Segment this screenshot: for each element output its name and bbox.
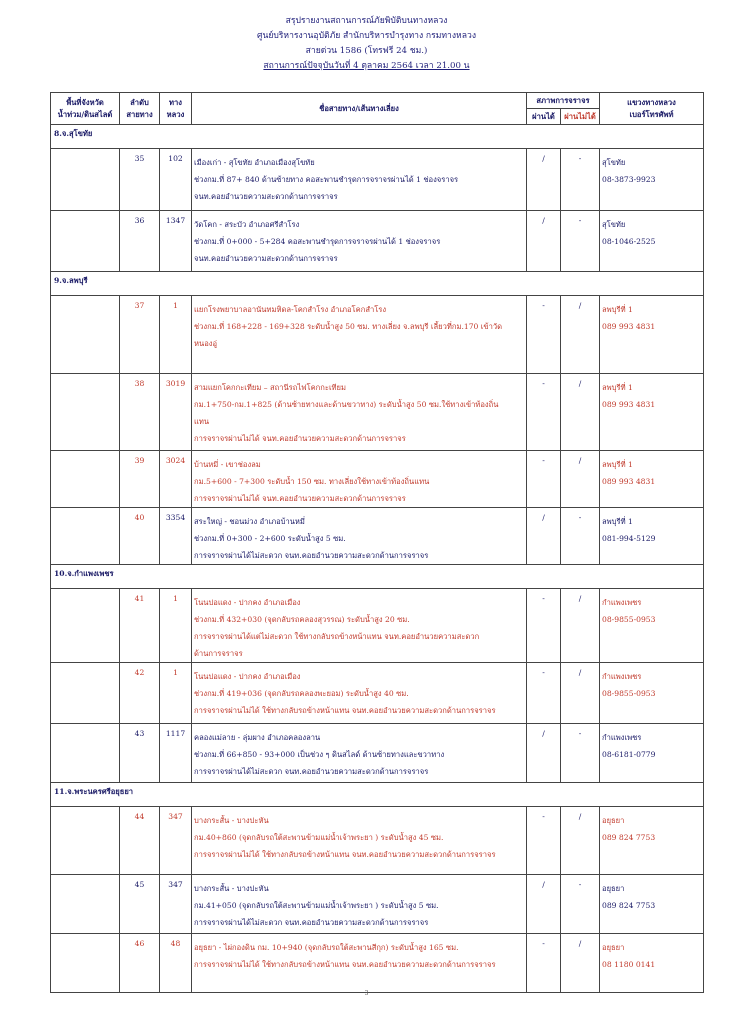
phone-number: 089 993 4831 xyxy=(602,477,656,486)
route-line: กม.1+750-กม.1+825 (ด้านซ้ายทางและด้านขวาทาง) ระดับน้ำสูง 50 ซม.ใช้ทางเข้าท้องถิ่น xyxy=(194,400,499,409)
highway-number: 48 xyxy=(160,934,192,993)
route-line: บางกระสั้น - บางปะหัน xyxy=(194,816,269,825)
highway-office: ลพบุรีที่ 1 xyxy=(602,517,633,526)
contact-cell xyxy=(600,508,704,565)
route-description xyxy=(192,934,527,993)
phone-number: 089 824 7753 xyxy=(602,901,656,910)
area-cell xyxy=(51,374,120,451)
status-pass: / xyxy=(527,875,561,934)
highway-office: กำแพงเพชร xyxy=(602,598,642,607)
phone-number: 089 993 4831 xyxy=(602,322,656,331)
route-description xyxy=(192,663,527,724)
table-row xyxy=(51,934,704,993)
area-cell xyxy=(51,451,120,508)
highway-office: ลพบุรีที่ 1 xyxy=(602,460,633,469)
route-line: บางกระสั้น - บางปะหัน xyxy=(194,884,269,893)
col-num: ลำดับ สายทาง xyxy=(120,93,160,125)
contact-cell xyxy=(600,934,704,993)
row-number: 41 xyxy=(120,589,160,663)
status-nopass: / xyxy=(561,589,600,663)
table-row xyxy=(51,451,704,508)
highway-number: 3024 xyxy=(160,451,192,508)
col-route: ชื่อสายทาง/เส้นทางเลี่ยง xyxy=(192,93,527,125)
route-line: การจราจรผ่านได้ไม่สะดวก จนท.คอยอำนวยความสะดวกด้านการจราจร xyxy=(194,767,429,776)
status-pass: / xyxy=(527,149,561,211)
status-pass: - xyxy=(527,934,561,993)
situation-table xyxy=(50,92,704,993)
highway-number: 1347 xyxy=(160,211,192,272)
row-number: 40 xyxy=(120,508,160,565)
route-description xyxy=(192,374,527,451)
table-row xyxy=(51,296,704,374)
col-status: สภาพการจราจร xyxy=(527,93,600,109)
contact-cell xyxy=(600,875,704,934)
table-row xyxy=(51,149,704,211)
phone-number: 08-9855-0953 xyxy=(602,615,656,624)
contact-cell xyxy=(600,589,704,663)
route-description xyxy=(192,149,527,211)
route-line: แยกโรงพยาบาลอานันทมหิดล-โคกสำโรง อำเภอโคกสำโรง xyxy=(194,305,387,314)
route-line: จนท.คอยอำนวยความสะดวกด้านการจราจร xyxy=(194,192,338,201)
status-nopass: - xyxy=(561,149,600,211)
status-pass: / xyxy=(527,211,561,272)
table-row xyxy=(51,724,704,783)
row-number: 43 xyxy=(120,724,160,783)
route-description xyxy=(192,807,527,875)
route-line: ช่วงกม.ที่ 87+ 840 ด้านซ้ายทาง คอสะพานชำรุดการจราจรผ่านได้ 1 ช่องจราจร xyxy=(194,175,459,184)
col-contact: แขวงทางหลวง เบอร์โทรศัพท์ xyxy=(600,93,704,125)
route-line: การจราจรผ่านได้แต่ไม่สะดวก ใช้ทางกลับรถข้างหน้าแทน จนท.คอยอำนวยความสะดวก xyxy=(194,632,480,641)
highway-office: อยุธยา xyxy=(602,884,625,893)
route-line: ช่วงกม.ที่ 432+030 (จุดกลับรถคลองสุวรรณ) ระดับน้ำสูง 20 ซม. xyxy=(194,615,410,624)
route-line: กม.5+600 - 7+300 ระดับน้ำ 150 ซม. ทางเลี่ยงใช้ทางเข้าท้องถิ่นแทน xyxy=(194,477,430,486)
col-nopass: ผ่านไม่ได้ xyxy=(561,109,600,125)
status-pass: - xyxy=(527,663,561,724)
row-number: 46 xyxy=(120,934,160,993)
status-nopass: - xyxy=(561,211,600,272)
route-line: การจราจรผ่านไม่ได้ ใช้ทางกลับรถข้างหน้าแทน จนท.คอยอำนวยความสะดวกด้านการจราจร xyxy=(194,850,496,859)
route-line: การจราจรผ่านได้ไม่สะดวก จนท.คอยอำนวยความสะดวกด้านการจราจร xyxy=(194,551,429,560)
area-cell xyxy=(51,724,120,783)
phone-number: 08-9855-0953 xyxy=(602,689,656,698)
table-row xyxy=(51,211,704,272)
status-pass: - xyxy=(527,451,561,508)
table-row xyxy=(51,589,704,663)
highway-number: 102 xyxy=(160,149,192,211)
route-line: โนนปอแดง - ปากคง อำเภอเมือง xyxy=(194,672,301,681)
row-number: 37 xyxy=(120,296,160,374)
highway-office: กำแพงเพชร xyxy=(602,672,642,681)
highway-number: 1 xyxy=(160,296,192,374)
highway-office: อยุธยา xyxy=(602,943,625,952)
status-nopass: / xyxy=(561,934,600,993)
route-line: เมืองเก่า - สุโขทัย อำเภอเมืองสุโขทัย xyxy=(194,158,315,167)
route-line: การจราจรผ่านไม่ได้ ใช้ทางกลับรถข้างหน้าแทน จนท.คอยอำนวยความสะดวกด้านการจราจร xyxy=(194,960,496,969)
route-line: ช่วงกม.ที่ 66+850 - 93+000 เป็นช่วง ๆ ดินสไลด์ ด้านซ้ายทางและขวาทาง xyxy=(194,750,445,759)
status-pass: - xyxy=(527,589,561,663)
route-description xyxy=(192,724,527,783)
highway-office: สุโขทัย xyxy=(602,158,626,167)
status-pass: / xyxy=(527,724,561,783)
table-row xyxy=(51,508,704,565)
phone-number: 089 993 4831 xyxy=(602,400,656,409)
area-cell xyxy=(51,211,120,272)
province-name: 9.จ.ลพบุรี xyxy=(51,272,704,296)
area-cell xyxy=(51,875,120,934)
highway-number: 347 xyxy=(160,875,192,934)
province-row xyxy=(51,272,704,296)
province-name: 11.จ.พระนครศรีอยุธยา xyxy=(51,783,704,807)
contact-cell xyxy=(600,374,704,451)
route-description xyxy=(192,508,527,565)
route-description xyxy=(192,589,527,663)
row-number: 38 xyxy=(120,374,160,451)
table-row xyxy=(51,807,704,875)
status-nopass: / xyxy=(561,451,600,508)
contact-cell xyxy=(600,451,704,508)
route-line: แทน xyxy=(194,417,210,426)
route-line: ช่วงกม.ที่ 0+000 - 5+284 คอสะพานชำรุดการจราจรผ่านได้ 1 ช่องจราจร xyxy=(194,237,441,246)
contact-cell xyxy=(600,724,704,783)
area-cell xyxy=(51,149,120,211)
status-pass: - xyxy=(527,374,561,451)
route-description xyxy=(192,296,527,374)
route-description xyxy=(192,451,527,508)
province-row xyxy=(51,125,704,149)
contact-cell xyxy=(600,149,704,211)
status-nopass: / xyxy=(561,807,600,875)
row-number: 44 xyxy=(120,807,160,875)
contact-cell xyxy=(600,296,704,374)
contact-cell xyxy=(600,211,704,272)
phone-number: 089 824 7753 xyxy=(602,833,656,842)
area-cell xyxy=(51,934,120,993)
table-row xyxy=(51,875,704,934)
highway-office: สุโขทัย xyxy=(602,220,626,229)
row-number: 42 xyxy=(120,663,160,724)
report-agency: ศูนย์บริหารงานอุบัติภัย สำนักบริหารบำรุงทาง กรมทางหลวง xyxy=(256,31,477,41)
page-number: 3 xyxy=(364,990,369,997)
route-line: การจราจรผ่านได้ไม่สะดวก จนท.คอยอำนวยความสะดวกด้านการจราจร xyxy=(194,918,429,927)
status-pass: - xyxy=(527,807,561,875)
highway-office: ลพบุรีที่ 1 xyxy=(602,305,633,314)
route-description xyxy=(192,875,527,934)
route-line: บ้านหมี่ - เขาช่องลม xyxy=(194,460,261,469)
row-number: 36 xyxy=(120,211,160,272)
route-line: อยุธยา - ไผ่กองดิน กม. 10+940 (จุดกลับรถใต้สะพานสีกุก) ระดับน้ำสูง 165 ซม. xyxy=(194,943,459,952)
route-line: โนนปอแดง - ปากคง อำเภอเมือง xyxy=(194,598,301,607)
row-number: 45 xyxy=(120,875,160,934)
area-cell xyxy=(51,807,120,875)
report-timestamp: สถานการณ์ปัจจุบันวันที่ 4 ตุลาคม 2564 เวลา 21.00 น xyxy=(263,61,470,71)
province-row xyxy=(51,565,704,589)
highway-number: 3019 xyxy=(160,374,192,451)
col-area: พื้นที่จังหวัด น้ำท่วม/ดินสไลด์ xyxy=(51,93,120,125)
route-line: หนองอู่ xyxy=(194,339,218,348)
report-header xyxy=(0,14,733,74)
phone-number: 08-3873-9923 xyxy=(602,175,656,184)
province-row xyxy=(51,783,704,807)
area-cell xyxy=(51,508,120,565)
row-number: 35 xyxy=(120,149,160,211)
route-line: กม.40+860 (จุดกลับรถใต้สะพานข้ามแม่น้ำเจ้าพระยา ) ระดับน้ำสูง 45 ซม. xyxy=(194,833,444,842)
phone-number: 08-1046-2525 xyxy=(602,237,656,246)
province-name: 8.จ.สุโขทัย xyxy=(51,125,704,149)
route-line: กม.41+050 (จุดกลับรถใต้สะพานข้ามแม่น้ำเจ้าพระยา ) ระดับน้ำสูง 5 ซม. xyxy=(194,901,439,910)
route-line: สระใหญ่ - ชอนม่วง อำเภอบ้านหมี่ xyxy=(194,517,305,526)
table-row xyxy=(51,374,704,451)
highway-office: ลพบุรีที่ 1 xyxy=(602,383,633,392)
contact-cell xyxy=(600,807,704,875)
route-line: ด้านการจราจร xyxy=(194,649,243,658)
route-line: การจราจรผ่านไม่ได้ จนท.คอยอำนวยความสะดวกด้านการจราจร xyxy=(194,494,406,503)
highway-number: 1117 xyxy=(160,724,192,783)
contact-cell xyxy=(600,663,704,724)
highway-office: กำแพงเพชร xyxy=(602,733,642,742)
table-body xyxy=(51,125,704,993)
route-line: ช่วงกม.ที่ 0+300 - 2+600 ระดับน้ำสูง 5 ซม. xyxy=(194,534,346,543)
status-pass: / xyxy=(527,508,561,565)
highway-office: อยุธยา xyxy=(602,816,625,825)
status-nopass: - xyxy=(561,508,600,565)
route-description xyxy=(192,211,527,272)
phone-number: 08-6181-0779 xyxy=(602,750,656,759)
col-highway: ทาง หลวง xyxy=(160,93,192,125)
route-line: สามแยกโคกกะเทียม – สถานีรถไฟโคกกะเทียม xyxy=(194,383,347,392)
route-line: ช่วงกม.ที่ 168+228 - 169+328 ระดับน้ำสูง 50 ซม. ทางเลี่ยง จ.ลพบุรี เลี้ยวที่กม.170 เข้าวัด xyxy=(194,322,503,331)
phone-number: 08 1180 0141 xyxy=(602,960,656,969)
route-line: จนท.คอยอำนวยความสะดวกด้านการจราจร xyxy=(194,254,338,263)
highway-number: 347 xyxy=(160,807,192,875)
route-line: การจราจรผ่านไม่ได้ ใช้ทางกลับรถข้างหน้าแทน จนท.คอยอำนวยความสะดวกด้านการจราจร xyxy=(194,706,496,715)
route-line: วัดโคก - สระบัว อำเภอศรีสำโรง xyxy=(194,220,300,229)
route-line: ช่วงกม.ที่ 419+036 (จุดกลับรถคลองพะยอม) ระดับน้ำสูง 40 ซม. xyxy=(194,689,409,698)
status-nopass: / xyxy=(561,296,600,374)
phone-number: 081-994-5129 xyxy=(602,534,656,543)
hotline: สายด่วน 1586 (โทรฟรี 24 ชม.) xyxy=(305,46,428,56)
area-cell xyxy=(51,589,120,663)
province-name: 10.จ.กำแพงเพชร xyxy=(51,565,704,589)
status-nopass: - xyxy=(561,724,600,783)
status-nopass: - xyxy=(561,875,600,934)
area-cell xyxy=(51,663,120,724)
row-number: 39 xyxy=(120,451,160,508)
highway-number: 1 xyxy=(160,663,192,724)
area-cell xyxy=(51,296,120,374)
report-title: สรุปรายงานสถานการณ์ภัยพิบัติบนทางหลวง xyxy=(285,16,448,26)
status-nopass: / xyxy=(561,374,600,451)
route-line: การจราจรผ่านไม่ได้ จนท.คอยอำนวยความสะดวกด้านการจราจร xyxy=(194,434,406,443)
highway-number: 1 xyxy=(160,589,192,663)
col-pass: ผ่านได้ xyxy=(527,109,561,125)
status-nopass: / xyxy=(561,663,600,724)
route-line: คลองแม่ลาย - ลุ่มผาง อำเภอคลองลาน xyxy=(194,733,321,742)
table-row xyxy=(51,663,704,724)
highway-number: 3354 xyxy=(160,508,192,565)
status-pass: - xyxy=(527,296,561,374)
